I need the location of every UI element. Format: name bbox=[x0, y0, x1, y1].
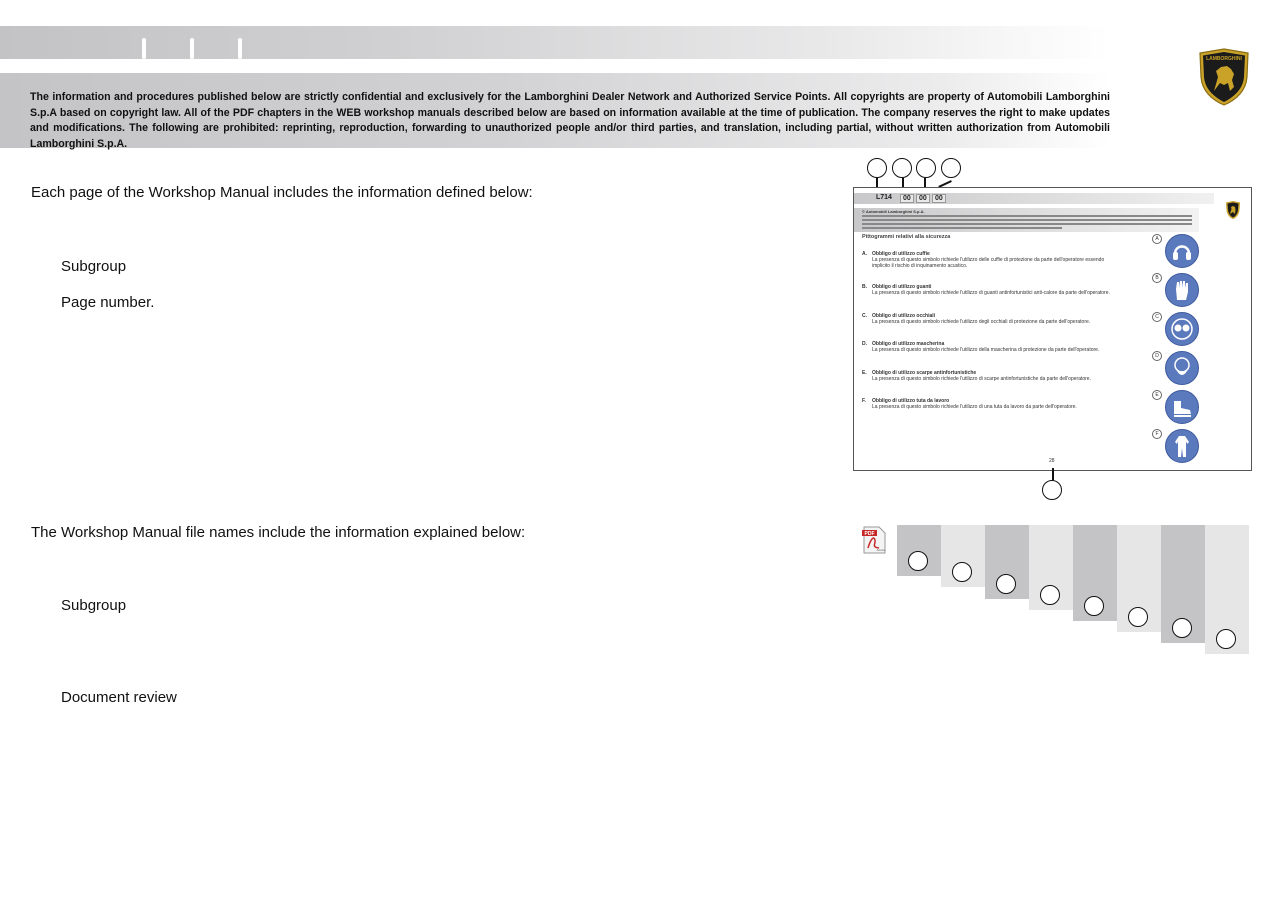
section1-item-subgroup: Subgroup bbox=[61, 258, 127, 275]
header-tab-divider bbox=[238, 38, 242, 59]
callout-circle bbox=[952, 562, 972, 582]
filename-segment bbox=[1117, 525, 1161, 632]
filename-segment bbox=[897, 525, 941, 576]
header-tab-divider bbox=[142, 38, 146, 59]
callout-circle bbox=[867, 158, 887, 178]
preview-icon-label: A bbox=[1152, 234, 1162, 244]
svg-text:PDF: PDF bbox=[864, 531, 875, 537]
callout-circle bbox=[1172, 618, 1192, 638]
preview-page-number: 28 bbox=[1049, 458, 1055, 464]
callout-circle bbox=[941, 158, 961, 178]
preview-item: A. Obbligo di utilizzo cuffie La presenza di questo simbolo richiede l'utilizzo delle cuffie di protezione da parte dell'operatore essendo implicito il rischio di inquinamento acustico. bbox=[862, 251, 1105, 269]
callout-circle bbox=[892, 158, 912, 178]
preview-model-code: L714 bbox=[876, 194, 892, 201]
logo-text: LAMBORGHINI bbox=[1206, 56, 1242, 62]
preview-icon-label: C bbox=[1152, 312, 1162, 322]
callout-circle bbox=[908, 551, 928, 571]
callout-circle bbox=[916, 158, 936, 178]
callout-circle bbox=[996, 574, 1016, 594]
lamborghini-logo bbox=[1197, 47, 1251, 107]
section2-item-subgroup: Subgroup bbox=[61, 597, 127, 614]
preview-section-code: 00 bbox=[932, 194, 946, 203]
section1-item-page-number: Page number. bbox=[61, 294, 155, 311]
ear-protection-icon bbox=[1165, 234, 1199, 268]
section1-heading: Each page of the Workshop Manual includes the information defined below: bbox=[31, 184, 533, 201]
header-tab-divider bbox=[190, 38, 194, 59]
filename-segment bbox=[941, 525, 985, 587]
preview-icon-label: E bbox=[1152, 390, 1162, 400]
preview-disclaimer bbox=[854, 208, 1199, 232]
callout-circle bbox=[1040, 585, 1060, 605]
confidentiality-notice-text: The information and procedures published below are strictly confidential and exclusively for the Lamborghini Dealer Network and Authorized Service Points. All copyrights are property of Automobili Lamborghini S.p.A based on copyright law. All of the PDF chapters in the WEB workshop manuals described below are based on information available at the time of publication. The company reserves the right to make updates and modifications. The following are prohibited: reprinting, reproduction, forwarding to unauthorized people and/or third parties, and translation, including partial, without written authorization from Automobili Lamborghini S.p.A. bbox=[30, 91, 1110, 150]
section2-item-document-review: Document review bbox=[61, 689, 177, 706]
workshop-page-preview bbox=[853, 187, 1252, 471]
preview-icon-label: D bbox=[1152, 351, 1162, 361]
callout-circle bbox=[1084, 596, 1104, 616]
filename-segment bbox=[1161, 525, 1205, 643]
callout-circle bbox=[1042, 480, 1062, 500]
preview-item: B. Obbligo di utilizzo guanti La presenza di questo simbolo richiede l'utilizzo di guanti antinfortunistici anti-calore da parte dell'operatore. bbox=[862, 284, 1110, 296]
preview-section-title: Pittogrammi relativi alla sicurezza bbox=[862, 234, 951, 240]
glove-icon bbox=[1165, 273, 1199, 307]
preview-group-code: 00 bbox=[900, 194, 914, 203]
preview-disclaimer-title: © Automobili Lamborghini S.p.A. bbox=[862, 209, 925, 214]
safety-shoe-icon bbox=[1165, 390, 1199, 424]
filename-segment bbox=[1073, 525, 1117, 621]
svg-text:Adobe: Adobe bbox=[876, 548, 886, 552]
preview-item: E. Obbligo di utilizzo scarpe antinfortunistiche La presenza di questo simbolo richiede l'utilizzo di scarpe antinfortunistiche da parte dell'operatore. bbox=[862, 370, 1091, 382]
confidentiality-notice bbox=[0, 73, 1110, 148]
preview-icon-label: B bbox=[1152, 273, 1162, 283]
goggles-icon bbox=[1165, 312, 1199, 346]
preview-subgroup-code: 00 bbox=[916, 194, 930, 203]
mask-icon bbox=[1165, 351, 1199, 385]
section2-heading: The Workshop Manual file names include the information explained below: bbox=[31, 524, 526, 541]
filename-segment bbox=[985, 525, 1029, 599]
preview-icon-label: F bbox=[1152, 429, 1162, 439]
coverall-icon bbox=[1165, 429, 1199, 463]
preview-lamborghini-logo bbox=[1225, 200, 1241, 220]
header-bar bbox=[0, 26, 1110, 59]
pdf-file-icon bbox=[861, 526, 887, 554]
callout-circle bbox=[1128, 607, 1148, 627]
preview-item: F. Obbligo di utilizzo tuta da lavoro La presenza di questo simbolo richiede l'utilizzo di una tuta da lavoro da parte dell'operatore. bbox=[862, 398, 1077, 410]
callout-leader bbox=[1052, 468, 1054, 480]
preview-item: D. Obbligo di utilizzo mascherina La presenza di questo simbolo richiede l'utilizzo della mascherina di protezione da parte dell'operatore. bbox=[862, 341, 1100, 353]
filename-segment bbox=[1029, 525, 1073, 610]
filename-segment bbox=[1205, 525, 1249, 654]
callout-circle bbox=[1216, 629, 1236, 649]
preview-item: C. Obbligo di utilizzo occhiali La presenza di questo simbolo richiede l'utilizzo degli occhiali di protezione da parte dell'operatore. bbox=[862, 313, 1091, 325]
